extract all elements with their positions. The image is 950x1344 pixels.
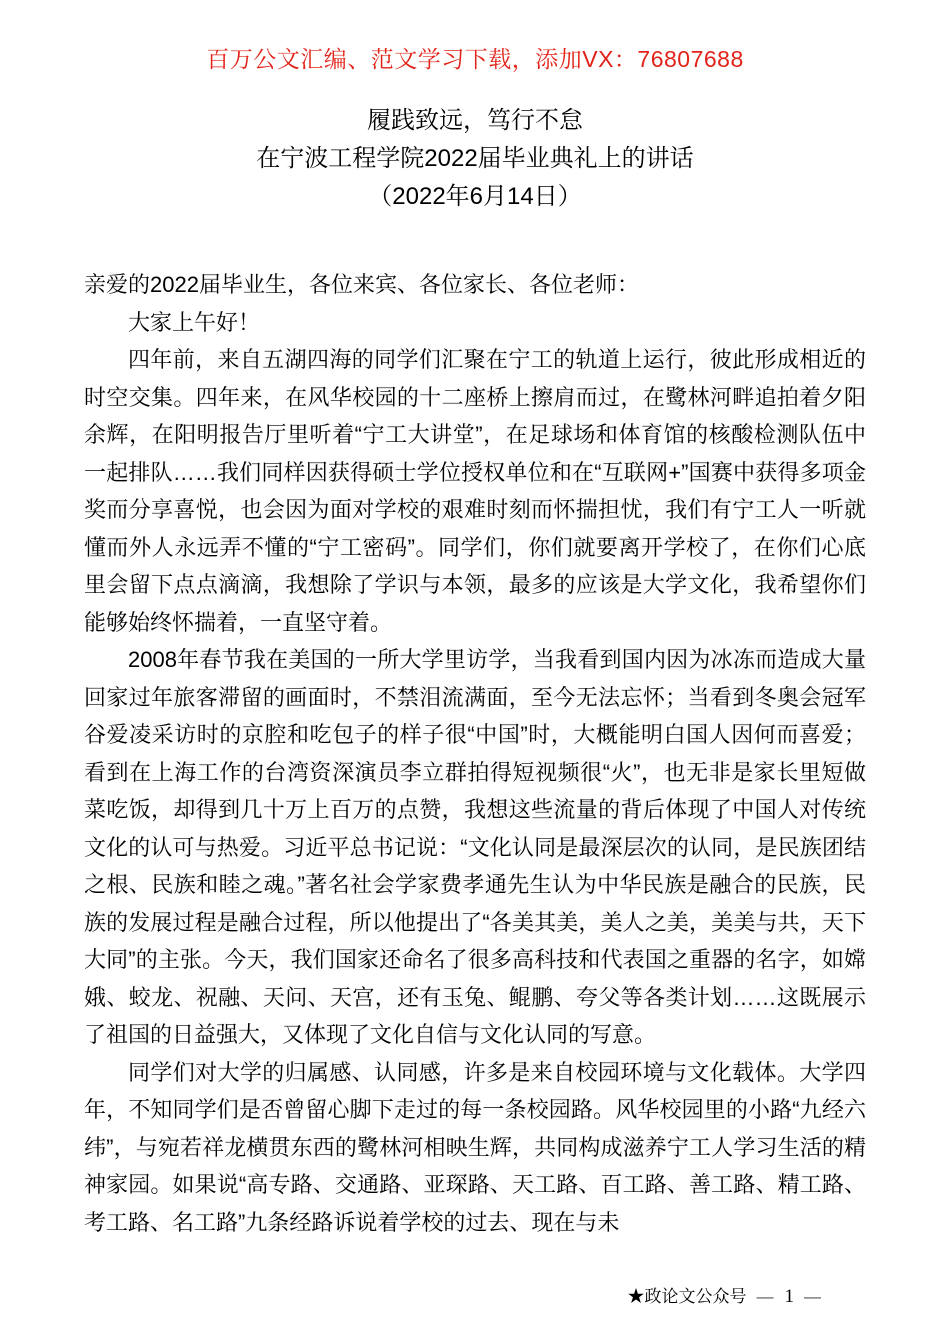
body-paragraph: 2008年春节我在美国的一所大学里访学，当我看到国内因为冰冻而造成大量回家过年旅客滞留的画面时，不禁泪流满面，至今无法忘怀；当看到冬奥会冠军谷爱凌采访时的京腔和吃包子的样子很“中国”时，大概能明白国人因何而喜爱；看到在上海工作的台湾资深演员李立群拍得短视频很“火”，也无非是家长里短做菜吃饭，却得到几十万上百万的点赞，我想这些流量的背后体现了中国人对传统文化的认可与热爱。习近平总书记说：“文化认同是最深层次的认同，是民族团结之根、民族和睦之魂。”著名社会学家费孝通先生认为中华民族是融合的民族，民族的发展过程是融合过程，所以他提出了“各美其美，美人之美，美美与共，天下大同”的主张。今天，我们国家还命名了很多高科技和代表国之重器的名字，如嫦娥、蛟龙、祝融、天问、天宫，还有玉兔、鲲鹏、夸父等各类计划……这既展示了祖国的日益强大，又体现了文化自信与文化认同的写意。: [84, 647, 866, 1047]
page-number: 1: [784, 1286, 794, 1307]
document-title: 履践致远，笃行不怠: [367, 107, 583, 134]
footer-brand-label: ★政论文公众号: [627, 1287, 747, 1306]
title-block: [0, 102, 950, 216]
document-body: [84, 266, 866, 1241]
document-subtitle: 在宁波工程学院2022届毕业典礼上的讲话: [256, 145, 694, 172]
footer-right-dash: —: [804, 1287, 822, 1306]
body-paragraph: 同学们对大学的归属感、认同感，许多是来自校园环境与文化载体。大学四年，不知同学们是否曾留心脚下走过的每一条校园路。风华校园里的小路“九经六纬”，与宛若祥龙横贯东西的鹭林河相映生辉，共同构成滋养宁工人学习生活的精神家园。如果说“高专路、交通路、亚琛路、天工路、百工路、善工路、精工路、考工路、名工路”九条经路诉说着学校的过去、现在与未: [84, 1059, 866, 1235]
promo-header-notice: 百万公文汇编、范文学习下载，添加VX：76807688: [206, 46, 744, 72]
footer-left-dash: —: [756, 1287, 775, 1306]
body-paragraph: 四年前，来自五湖四海的同学们汇聚在宁工的轨道上运行，彼此形成相近的时空交集。四年来，在风华校园的十二座桥上擦肩而过，在鹭林河畔追拍着夕阳余辉，在阳明报告厅里听着“宁工大讲堂”，在足球场和体育馆的核酸检测队伍中一起排队……我们同样因获得硕士学位授权单位和在“互联网+”国赛中获得多项金奖而分享喜悦，也会因为面对学校的艰难时刻而怀揣担忧，我们有宁工人一听就懂而外人永远弄不懂的“宁工密码”。同学们，你们就要离开学校了，在你们心底里会留下点点滴滴，我想除了学识与本领，最多的应该是大学文化，我希望你们能够始终怀揣着，一直坚守着。: [84, 347, 866, 635]
page-footer: [628, 1286, 833, 1308]
greeting-paragraph: 大家上午好！: [128, 309, 261, 335]
document-date: （2022年6月14日）: [368, 183, 582, 210]
salutation-paragraph: 亲爱的2022届毕业生，各位来宾、各位家长、各位老师：: [84, 272, 639, 297]
